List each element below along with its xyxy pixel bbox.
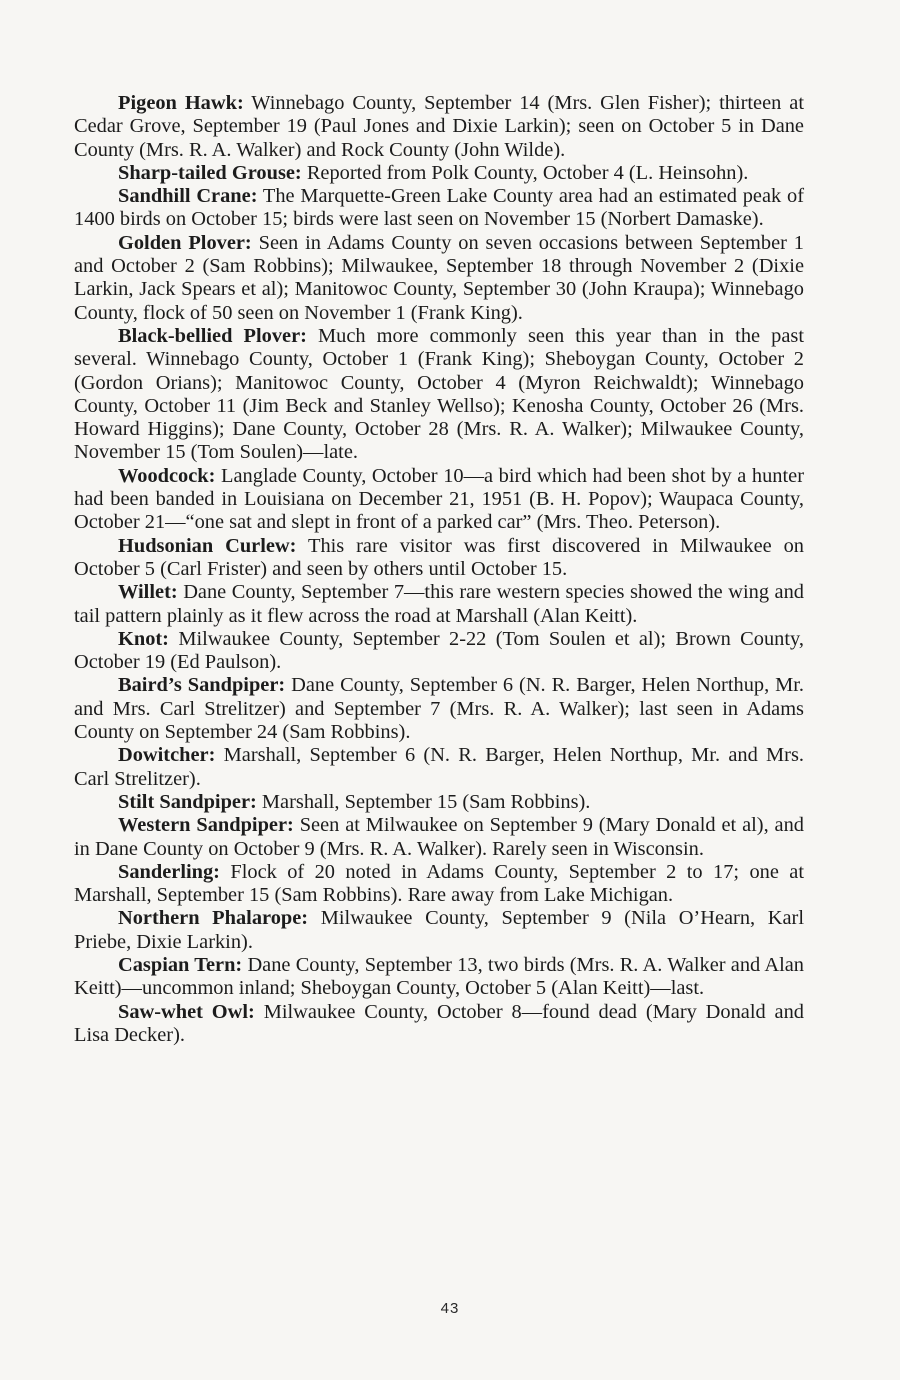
species-name: Knot:	[118, 627, 169, 650]
page-number: 43	[440, 1300, 460, 1317]
entry-text: Marshall, September 15 (Sam Robbins).	[261, 790, 591, 813]
entry-text: Seen in Adams County on seven occasions between September 1 and October 2 (Sam Robbins); Milwaukee, September 18 through November 2 (Dixie Larkin, Jack Spears et al); Manitowoc County, September 30 (John Kraupa); Winnebago County, flock of 50 seen on November 1 (Frank King).	[74, 231, 805, 324]
bird-records-column	[74, 92, 804, 1047]
entry-sharp-tailed-grouse	[74, 162, 804, 185]
entry-willet	[74, 581, 804, 628]
entry-text: Seen at Milwaukee on September 9 (Mary Donald et al), and in Dane County on October 9 (Mrs. R. A. Walker). Rarely seen in Wisconsin.	[74, 814, 804, 860]
entry-text: Winnebago County, September 14 (Mrs. Glen Fisher); thirteen at Cedar Grove, September 19 (Paul Jones and Dixie Larkin); seen on October 5 in Dane County (Mrs. R. A. Walker) and Rock County (John Wilde).	[74, 92, 804, 161]
entry-hudsonian-curlew	[74, 535, 804, 582]
species-name: Sandhill Crane:	[118, 185, 258, 208]
species-name: Stilt Sandpiper:	[118, 790, 257, 813]
entry-black-bellied-plover	[74, 325, 804, 465]
species-name: Sanderling:	[118, 860, 220, 883]
entry-text: Much more commonly seen this year than in the past several. Winnebago County, October 1 (Frank King); Sheboygan County, October 2 (Gordon Orians); Manitowoc County, October 4 (Myron Reichwaldt); Winnebago County, October 11 (Jim Beck and Stanley Wellso); Kenosha County, October 26 (Mrs. Howard Higgins); Dane County, October 28 (Mrs. R. A. Walker); Milwaukee County, November 15 (Tom Soulen)—late.	[74, 324, 804, 464]
species-name: Baird’s Sandpiper:	[118, 674, 286, 697]
species-name: Dowitcher:	[118, 744, 216, 767]
species-name: Pigeon Hawk:	[118, 92, 244, 114]
entry-sandhill-crane	[74, 185, 804, 232]
entry-dowitcher	[74, 744, 804, 791]
entry-text: Langlade County, October 10—a bird which had been shot by a hunter had been banded in Louisiana on December 21, 1951 (B. H. Popov); Waupaca County, October 21—“one sat and slept in front of a parked car” (Mrs. Theo. Peterson).	[74, 464, 804, 534]
species-name: Sharp-tailed Grouse:	[118, 161, 302, 184]
species-name: Northern Phalarope:	[118, 907, 309, 930]
entry-text: Milwaukee County, September 9 (Nila O’Hearn, Karl Priebe, Dixie Larkin).	[74, 907, 804, 953]
entry-text: Milwaukee County, October 8—found dead (Mary Donald and Lisa Decker).	[74, 1000, 804, 1046]
species-name: Golden Plover:	[118, 231, 252, 254]
species-name: Willet:	[118, 581, 178, 604]
entry-text: This rare visitor was first discovered in Milwaukee on October 5 (Carl Frister) and seen by others until October 15.	[74, 534, 804, 580]
entry-text: Dane County, September 13, two birds (Mrs. R. A. Walker and Alan Keitt)—uncommon inland; Sheboygan County, October 5 (Alan Keitt)—last.	[74, 953, 804, 1000]
species-name: Saw-whet Owl:	[118, 1000, 255, 1023]
entry-western-sandpiper	[74, 814, 804, 861]
entry-text: Marshall, September 6 (N. R. Barger, Helen Northup, Mr. and Mrs. Carl Strelitzer).	[74, 744, 804, 790]
entry-text: The Marquette-Green Lake County area had an estimated peak of 1400 birds on October 15; birds were last seen on November 15 (Norbert Damaske).	[74, 185, 804, 231]
entry-woodcock	[74, 465, 804, 535]
species-name: Caspian Tern:	[118, 953, 243, 976]
entry-bairds-sandpiper	[74, 674, 804, 744]
species-name: Black-bellied Plover:	[118, 324, 307, 347]
entry-saw-whet-owl	[74, 1001, 804, 1048]
entry-northern-phalarope	[74, 907, 804, 954]
entry-pigeon-hawk	[74, 92, 804, 162]
species-name: Western Sandpiper:	[118, 814, 294, 837]
entry-sanderling	[74, 861, 804, 908]
entry-stilt-sandpiper	[74, 791, 804, 814]
entry-text: Dane County, September 6 (N. R. Barger, Helen Northup, Mr. and Mrs. Carl Strelitzer) and September 7 (Mrs. R. A. Walker); last seen in Adams County on September 24 (Sam Robbins).	[74, 674, 804, 744]
entry-knot	[74, 628, 804, 675]
entry-text: Flock of 20 noted in Adams County, September 2 to 17; one at Marshall, September 15 (Sam Robbins). Rare away from Lake Michigan.	[74, 860, 804, 907]
entry-caspian-tern	[74, 954, 804, 1001]
species-name: Woodcock:	[118, 464, 216, 487]
entry-text: Milwaukee County, September 2-22 (Tom Soulen et al); Brown County, October 19 (Ed Paulson).	[74, 627, 804, 674]
entry-text: Reported from Polk County, October 4 (L. Heinsohn).	[306, 161, 749, 184]
entry-golden-plover	[74, 232, 804, 325]
species-name: Hudsonian Curlew:	[118, 534, 297, 557]
entry-text: Dane County, September 7—this rare western species showed the wing and tail pattern plainly as it flew across the road at Marshall (Alan Keitt).	[74, 581, 804, 627]
